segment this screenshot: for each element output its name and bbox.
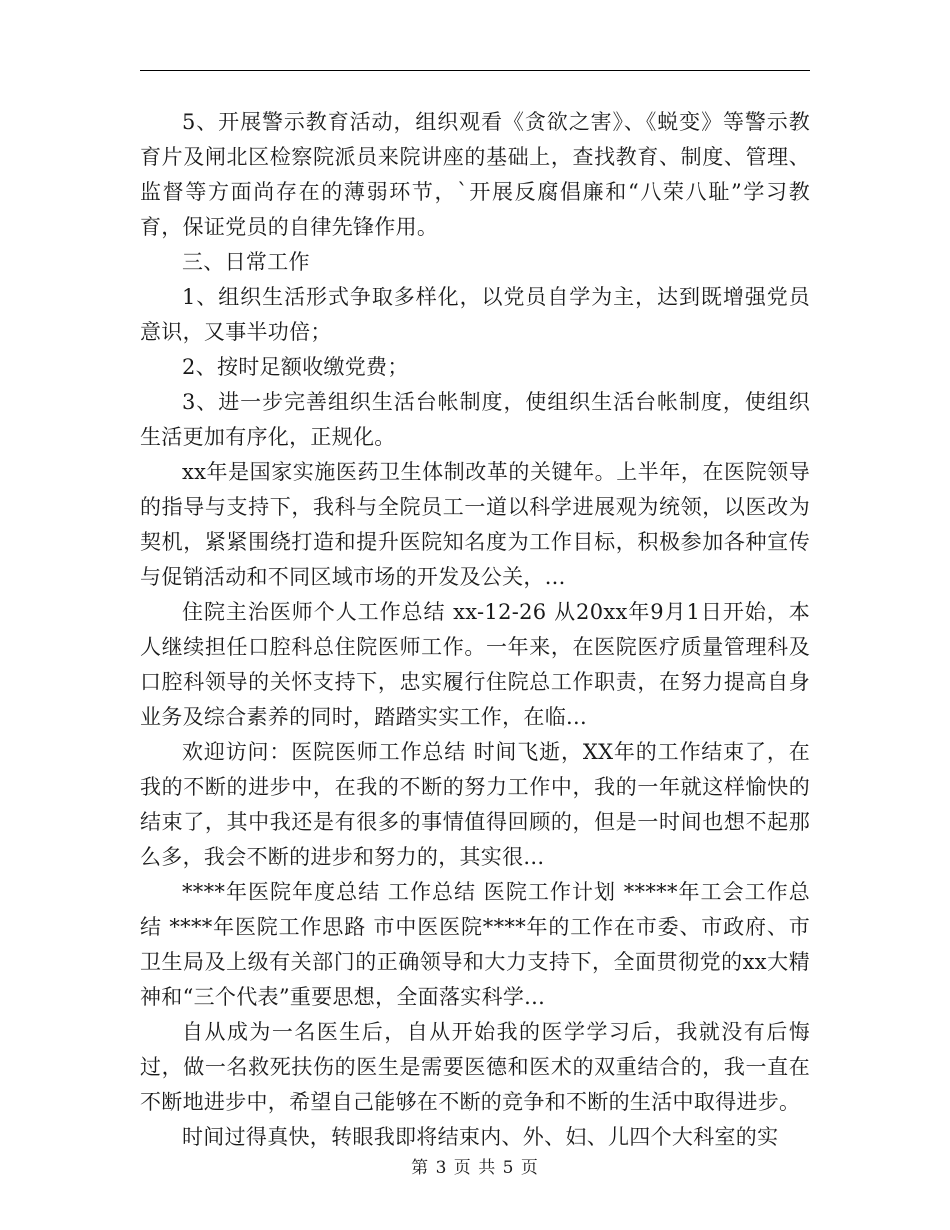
paragraph-ledger-system: 3、进一步完善组织生活台帐制度，使组织生活台帐制度，使组织生活更加有序化，正规化。 [140,390,810,449]
paragraph-time-flies: 时间过得真快，转眼我即将结束内、外、妇、儿四个大科室的实 [182,1125,779,1149]
paragraph-annual-summary: ****年医院年度总结 工作总结 医院工作计划 *****年工会工作总结 ****年医院工作思路 市中医医院****年的工作在市委、市政府、市卫生局及上级有关部门的正确领导和大力支持下，全面贯彻党的xx大精神和“三个代表”重要思想，全面落实科学... [140,880,810,1009]
paragraph-resident-summary: 住院主治医师个人工作总结 xx-12-26 从20xx年9月1日开始，本人继续担任口腔科总住院医师工作。一年来，在医院医疗质量管理科及口腔科领导的关怀支持下，忠实履行住院总工作职责，在努力提高自身业务及综合素养的同时，踏踏实实工作，在临... [140,600,810,729]
document-body [140,105,810,1155]
paragraph-medical-reform: xx年是国家实施医药卫生体制改革的关键年。上半年，在医院领导的指导与支持下，我科与全院员工一道以科学进展观为统领，以医改为契机，紧紧围绕打造和提升医院知名度为工作目标，积极参加各种宣传与促销活动和不同区域市场的开发及公关，... [140,460,810,589]
paragraph-organizational-life: 1、组织生活形式争取多样化，以党员自学为主，达到既增强党员意识，又事半功倍； [140,285,810,344]
paragraph-becoming-doctor: 自从成为一名医生后，自从开始我的医学学习后，我就没有后悔过，做一名救死扶伤的医生是需要医德和医术的双重结合的，我一直在不断地进步中，希望自己能够在不断的竞争和不断的生活中取得进步。 [140,1020,810,1114]
page-number: 第 3 页 共 5 页 [411,1158,539,1178]
paragraph-party-dues: 2、按时足额收缴党费； [182,355,409,379]
paragraph-physician-summary: 欢迎访问：医院医师工作总结 时间飞逝，XX年的工作结束了，在我的不断的进步中，在我的不断的努力工作中，我的一年就这样愉快的结束了，其中我还是有很多的事情值得回顾的，但是一时间也想不起那么多，我会不断的进步和努力的，其实很... [140,740,810,869]
paragraph-warning-education: 5、开展警示教育活动，组织观看《贪欲之害》、《蜕变》等警示教育片及闸北区检察院派员来院讲座的基础上，查找教育、制度、管理、监督等方面尚存在的薄弱环节，`开展反腐倡廉和“八荣八耻”学习教育，保证党员的自律先锋作用。 [140,110,810,239]
section-heading-daily-work: 三、日常工作 [182,250,310,274]
header-rule [140,70,810,71]
